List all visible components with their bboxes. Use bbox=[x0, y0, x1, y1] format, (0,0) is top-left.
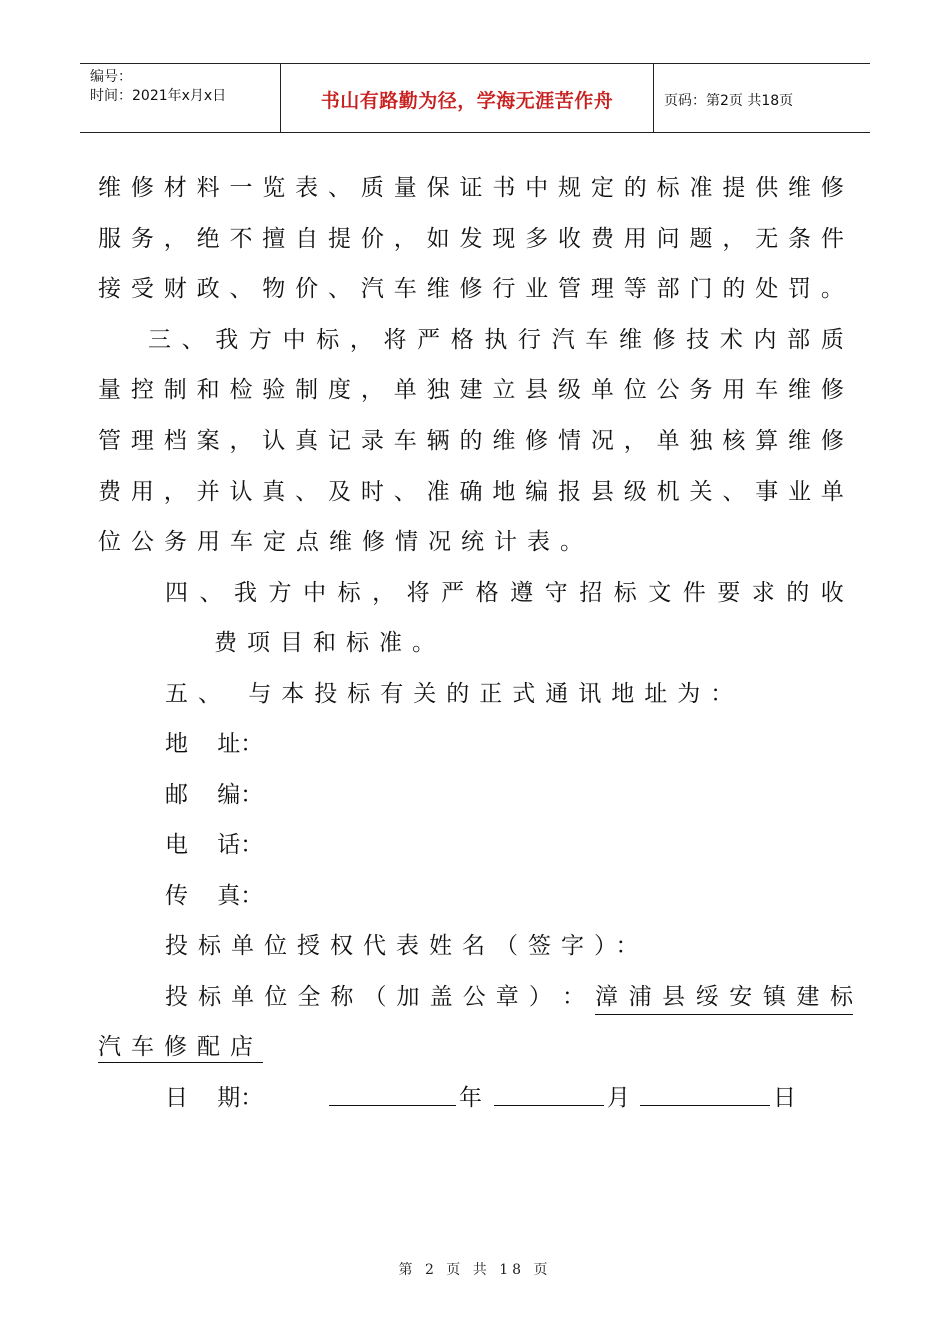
serial-label: 编号： bbox=[90, 69, 132, 85]
header-page-info: 页码：第2页 共18页 bbox=[664, 93, 794, 109]
company-name-part1: 漳 浦 县 绥 安 镇 建 标 bbox=[595, 982, 853, 1015]
body-line-1: 维 修 材 料 一 览 表 、 质 量 保 证 书 中 规 定 的 标 准 提 供 维 修 bbox=[98, 175, 844, 201]
body-line-11: 五、 与本投标有关的正式通讯地址为： bbox=[165, 681, 744, 707]
motto-text: 书山有路勤为径，学海无涯苦作舟 bbox=[320, 90, 614, 112]
year-blank[interactable] bbox=[329, 1083, 456, 1106]
company-line bbox=[165, 982, 853, 1015]
body-line-7: 费 用 ， 并 认 真 、 及 时 、 准 确 地 编 报 县 级 机 关 、 事 业 单 bbox=[98, 479, 844, 505]
date-label: 日 期： bbox=[165, 1085, 264, 1111]
fax-label: 传 真： bbox=[165, 883, 264, 909]
year-label: 年 bbox=[459, 1085, 482, 1111]
body-line-4: 三 、 我 方 中 标 ， 将 严 格 执 行 汽 车 维 修 技 术 内 部 质 bbox=[148, 327, 844, 353]
month-label: 月 bbox=[607, 1085, 630, 1111]
day-label: 日 bbox=[773, 1085, 796, 1111]
body-line-10: 费项目和标准。 bbox=[214, 630, 445, 656]
postcode-label: 邮 编： bbox=[165, 782, 264, 808]
signer-label: 投标单位授权代表姓名（签字）： bbox=[165, 933, 649, 959]
company-label: 投 标 单 位 全 称 （ 加 盖 公 章 ） ： bbox=[165, 984, 585, 1010]
body-line-6: 管 理 档 案 ， 认 真 记 录 车 辆 的 维 修 情 况 ， 单 独 核 算 维 修 bbox=[98, 428, 844, 454]
time-label: 时间：2021年x月x日 bbox=[90, 88, 227, 104]
body-line-9: 四 、 我 方 中 标 ， 将 严 格 遵 守 招 标 文 件 要 求 的 收 bbox=[165, 580, 844, 606]
header-motto-cell bbox=[281, 64, 654, 132]
page-footer: 第 2 页 共 18 页 bbox=[398, 1262, 552, 1278]
document-header bbox=[80, 63, 870, 133]
body-line-2: 服 务 ， 绝 不 擅 自 提 价 ， 如 发 现 多 收 费 用 问 题 ， 无 条 件 bbox=[98, 226, 844, 252]
body-line-8: 位公务用车定点维修情况统计表。 bbox=[98, 529, 593, 555]
address-label: 地 址： bbox=[165, 731, 264, 757]
phone-label: 电 话： bbox=[165, 832, 264, 858]
company-name-part2: 汽车修配店 bbox=[98, 1032, 263, 1063]
body-line-5: 量 控 制 和 检 验 制 度 ， 单 独 建 立 县 级 单 位 公 务 用 车 维 修 bbox=[98, 377, 844, 403]
month-blank[interactable] bbox=[494, 1083, 604, 1106]
body-line-3: 接 受 财 政 、 物 价 、 汽 车 维 修 行 业 管 理 等 部 门 的 处 罚 。 bbox=[98, 276, 844, 302]
day-blank[interactable] bbox=[640, 1083, 770, 1106]
header-meta-cell bbox=[80, 64, 281, 132]
header-page-cell bbox=[654, 64, 870, 132]
